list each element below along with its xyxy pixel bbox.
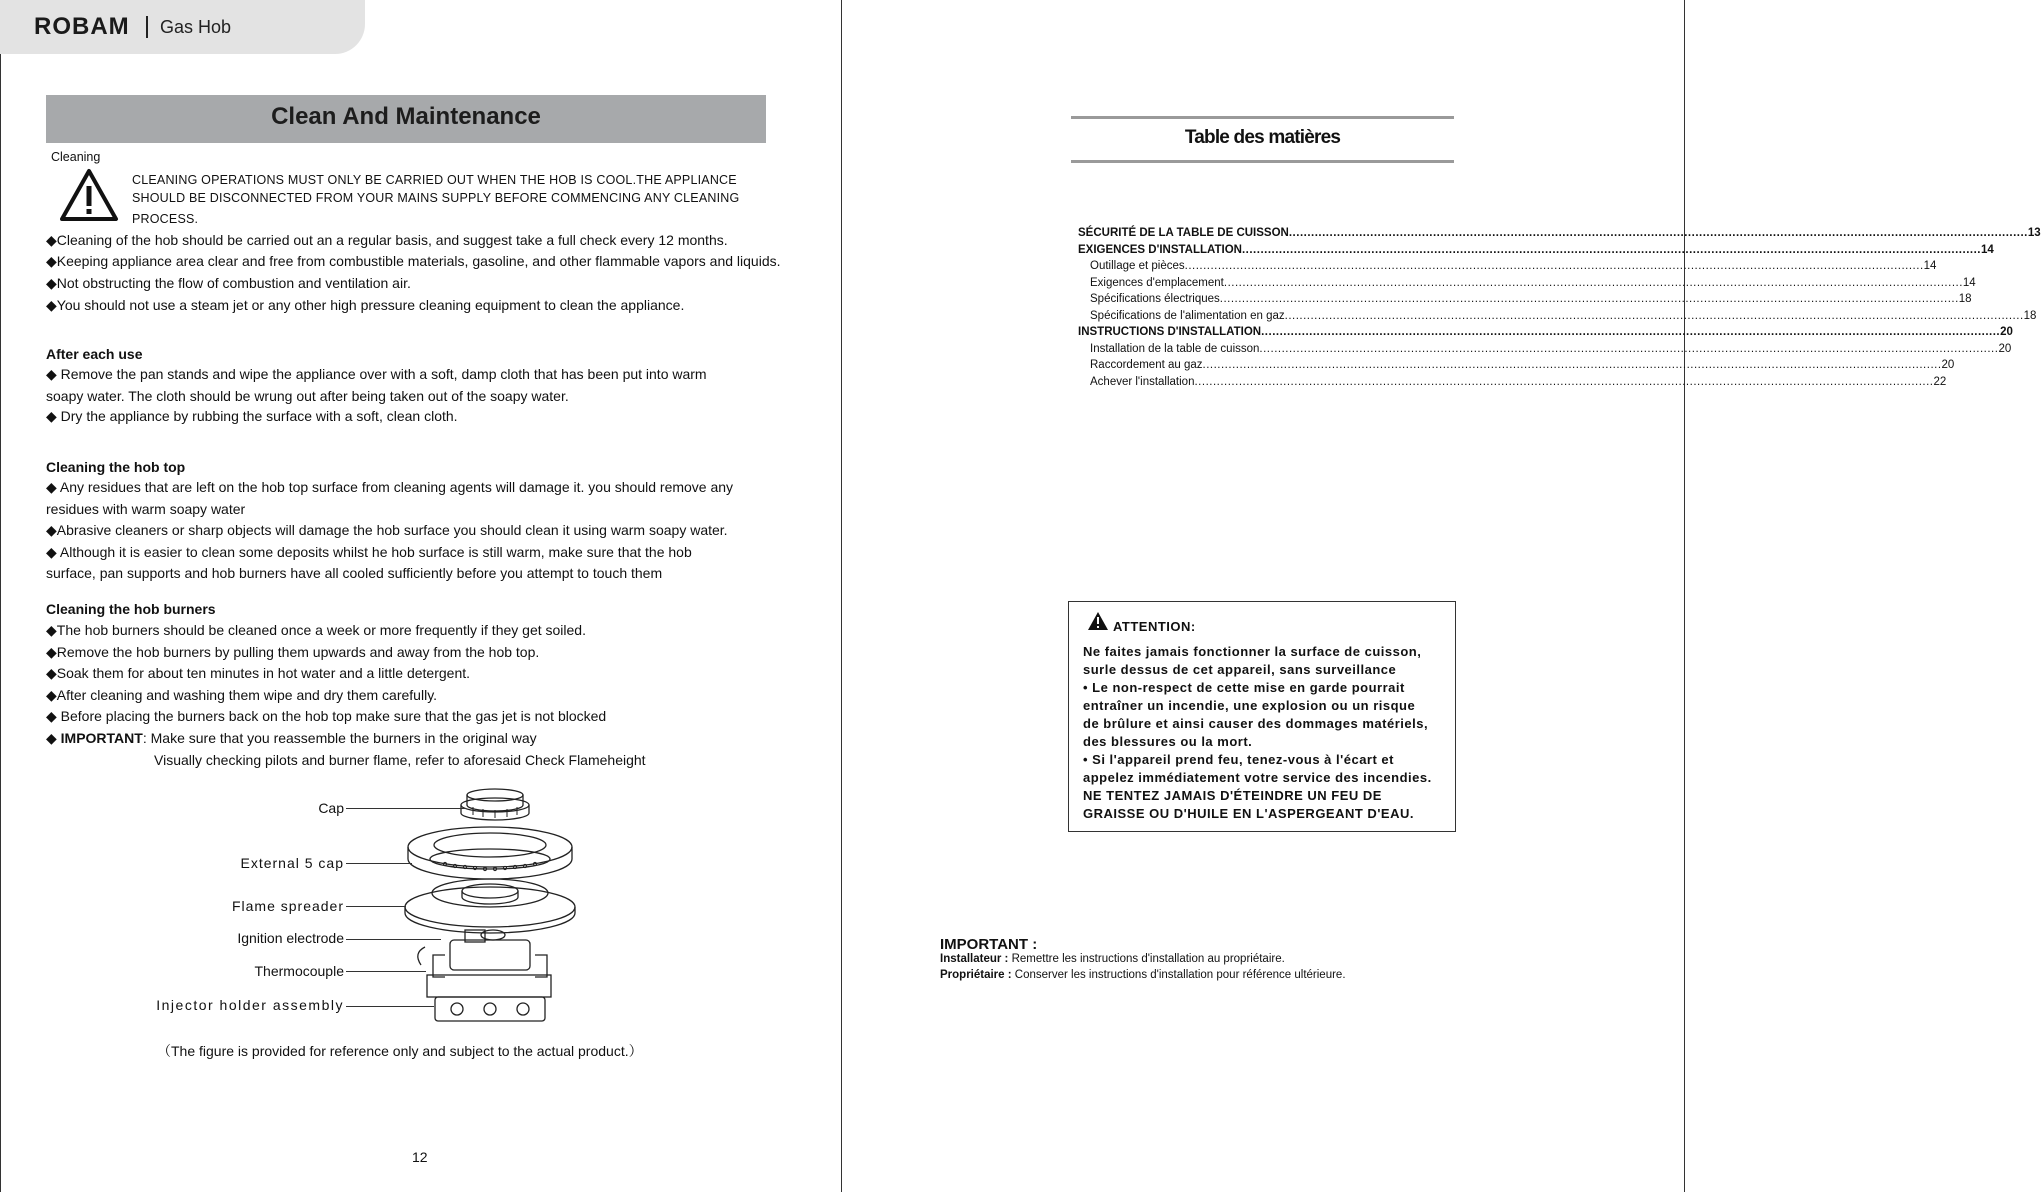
diagram-label-injector-holder: Injector holder assembly (156, 997, 344, 1013)
toc-entry-page: 14 (1962, 276, 1976, 289)
toc-entry-label: Outillage et pièces (1090, 260, 1185, 272)
diagram-label-external-cap: External 5 cap (240, 855, 344, 871)
bullet-item: ◆ Remove the pan stands and wipe the appliance over with a soft, damp cloth that has been put into warm (46, 366, 707, 382)
bullet-item: ◆Soak them for about ten minutes in hot water and a little detergent. (46, 665, 471, 681)
toc-entry-label: EXIGENCES D'INSTALLATION (1078, 243, 1242, 256)
caution-line: CLEANING OPERATIONS MUST ONLY BE CARRIED OUT WHEN THE HOB IS COOL.THE APPLIANCE (132, 173, 737, 187)
bullet-continuation: surface, pan supports and hob burners have all cooled sufficiently before you attempt to touch them (46, 565, 663, 581)
burner-exploded-diagram (395, 785, 585, 1030)
leader-line (346, 863, 412, 864)
toc-entry-label: Exigences d'emplacement (1090, 276, 1224, 289)
toc-entry-label: INSTRUCTIONS D'INSTALLATION (1078, 326, 1262, 338)
toc-entry-page: 13 (2027, 227, 2041, 239)
bullet-item: ◆After cleaning and washing them wipe and dry them carefully. (46, 687, 438, 703)
toc-leader-dots: ........................................................................................................................................................................................................ (1259, 342, 1999, 355)
toc-leader-dots: ........................................................................................................................................................................................................ (1194, 375, 1934, 388)
toc-rule-bottom (1071, 160, 1454, 163)
bullet-item: ◆You should not use a steam jet or any other high pressure cleaning equipment to clean the appliance. (46, 297, 685, 313)
attention-line: Ne faites jamais fonctionner la surface de cuisson, (1083, 644, 1422, 659)
attention-line: • Le non-respect de cette mise en garde pourrait (1083, 680, 1405, 695)
installer-label: Installateur : (940, 953, 1009, 965)
important-bullet: ◆ (46, 730, 61, 746)
installer-note (940, 953, 1285, 965)
important-heading: IMPORTANT : (940, 936, 1038, 953)
right-page (842, 0, 1685, 1192)
heading-after-each-use: After each use (46, 346, 143, 362)
toc-entry-label: Achever l'installation (1090, 375, 1195, 388)
toc-entry (1078, 291, 1972, 308)
bullet-continuation: soapy water. The cloth should be wrung out after being taken out of the soapy water. (46, 388, 569, 404)
owner-label: Propriétaire : (940, 969, 1012, 981)
toc-entry-page: 18 (1958, 293, 1972, 305)
toc-entry-page: 22 (1933, 375, 1947, 388)
bullet-item: ◆ Dry the appliance by rubbing the surface with a soft, clean cloth. (46, 408, 458, 424)
brand-separator (146, 16, 148, 38)
toc-entry-label: Raccordement au gaz (1090, 359, 1203, 371)
warning-triangle-icon (59, 168, 119, 222)
toc-entry (1078, 341, 2012, 358)
toc-entry (1078, 225, 2041, 242)
toc-title: Table des matières (1184, 127, 1341, 148)
attention-line: des blessures ou la mort. (1083, 734, 1253, 749)
toc-entry (1078, 357, 1955, 374)
caution-line: SHOULD BE DISCONNECTED FROM YOUR MAINS SUPPLY BEFORE COMMENCING ANY CLEANING (132, 191, 740, 205)
toc-entry-page: 14 (1980, 243, 1994, 256)
warning-icon (1087, 611, 1109, 631)
toc-entry-label: Spécifications de l'alimentation en gaz (1090, 309, 1285, 322)
bullet-continuation: residues with warm soapy water (46, 501, 246, 517)
leader-line (346, 906, 406, 907)
attention-text (1083, 643, 1432, 823)
toc-entry (1078, 275, 1976, 292)
toc-entry (1078, 324, 2013, 341)
toc-entry (1078, 374, 1947, 391)
toc-leader-dots: ........................................................................................................................................................................................................ (1241, 243, 1981, 256)
toc-entry-label: SÉCURITÉ DE LA TABLE DE CUISSON (1078, 227, 1289, 239)
attention-line: surle dessus de cet appareil, sans surveillance (1083, 662, 1397, 677)
attention-heading: ATTENTION: (1113, 619, 1196, 634)
toc-entry-page: 20 (1941, 359, 1955, 371)
diagram-label-cap: Cap (318, 800, 344, 816)
important-text: : Make sure that you reassemble the burners in the original way (142, 730, 537, 746)
toc-rule-top (1071, 116, 1454, 119)
bullet-item: ◆ Any residues that are left on the hob top surface from cleaning agents will damage it. you should remove any (46, 479, 734, 495)
leader-line (346, 971, 426, 972)
bullet-item: ◆The hob burners should be cleaned once a week or more frequently if they get soiled. (46, 622, 586, 638)
heading-hob-top: Cleaning the hob top (46, 459, 186, 475)
owner-note (940, 969, 1346, 981)
bullet-item: ◆Remove the hob burners by pulling them upwards and away from the hob top. (46, 644, 540, 660)
toc-leader-dots: ........................................................................................................................................................................................................ (1184, 260, 1924, 272)
figure-note: （The figure is provided for reference only and subject to the actual product.） (157, 1043, 643, 1059)
toc-entry-page: 20 (2000, 326, 2013, 338)
diagram-label-ignition-electrode: Ignition electrode (237, 930, 344, 946)
brand-logo: ROBAM (34, 13, 130, 40)
bullet-item: ◆Not obstructing the flow of combustion and ventilation air. (46, 275, 411, 291)
bullet-item: ◆ Before placing the burners back on the hob top make sure that the gas jet is not blocked (46, 708, 607, 724)
bullet-item: ◆Abrasive cleaners or sharp objects will damage the hob surface you should clean it using warm soapy water. (46, 522, 728, 538)
toc-leader-dots: ........................................................................................................................................................................................................ (1202, 359, 1942, 371)
owner-text: Conserver les instructions d'installation pour référence ultérieure. (1011, 969, 1346, 981)
leader-line (346, 1006, 434, 1007)
toc-leader-dots: ........................................................................................................................................................................................................ (1261, 326, 2001, 338)
installer-text: Remettre les instructions d'installation au propriétaire. (1008, 953, 1285, 965)
toc-entry-label: Spécifications électriques (1090, 293, 1220, 305)
page-number: 12 (412, 1149, 428, 1165)
diagram-label-thermocouple: Thermocouple (254, 963, 344, 979)
toc-entry (1078, 258, 1937, 275)
attention-line: NE TENTEZ JAMAIS D'ÉTEINDRE UN FEU DE (1083, 788, 1382, 803)
section-title: Clean And Maintenance (271, 103, 541, 130)
toc-entry (1078, 242, 1994, 259)
leader-line (346, 808, 466, 809)
toc-entry-label: Installation de la table de cuisson (1090, 342, 1260, 355)
bullet-item: ◆Cleaning of the hob should be carried out an a regular basis, and suggest take a full check every 12 months. (46, 232, 728, 248)
attention-line: appelez immédiatement votre service des incendies. (1083, 770, 1432, 785)
toc-entry-page: 20 (1998, 342, 2012, 355)
toc-leader-dots: ........................................................................................................................................................................................................ (1288, 227, 2028, 239)
toc-leader-dots: ........................................................................................................................................................................................................ (1219, 293, 1959, 305)
toc-entry-page: 18 (2023, 309, 2037, 322)
flame-check-note: Visually checking pilots and burner flame, refer to aforesaid Check Flameheight (154, 752, 646, 768)
table-of-contents (1078, 225, 2041, 390)
attention-line: GRAISSE OU D'HUILE EN L'ASPERGEANT D'EAU. (1083, 806, 1414, 821)
heading-hob-burners: Cleaning the hob burners (46, 601, 216, 617)
section-label: Cleaning (51, 150, 101, 164)
important-label: IMPORTANT (60, 730, 143, 746)
product-name: Gas Hob (160, 17, 232, 37)
leader-line (346, 939, 441, 940)
caution-line: PROCESS. (132, 212, 199, 226)
toc-leader-dots: ........................................................................................................................................................................................................ (1223, 276, 1963, 289)
toc-entry-page: 14 (1923, 260, 1937, 272)
bullet-item: ◆Keeping appliance area clear and free from combustible materials, gasoline, and other flammable vapors and liquids. (46, 253, 781, 269)
important-note (46, 728, 537, 750)
toc-leader-dots: ........................................................................................................................................................................................................ (1284, 309, 2024, 322)
bullet-item: ◆ Although it is easier to clean some deposits whilst he hob surface is still warm, make sure that the hob (46, 544, 692, 560)
diagram-label-flame-spreader: Flame spreader (231, 898, 344, 914)
attention-line: entraîner un incendie, une explosion ou un risque (1083, 698, 1416, 713)
attention-line: de brûlure et ainsi causer des dommages matériels, (1083, 716, 1429, 731)
toc-entry (1078, 308, 2037, 325)
attention-line: • Si l'appareil prend feu, tenez-vous à l'écart et (1083, 752, 1394, 767)
